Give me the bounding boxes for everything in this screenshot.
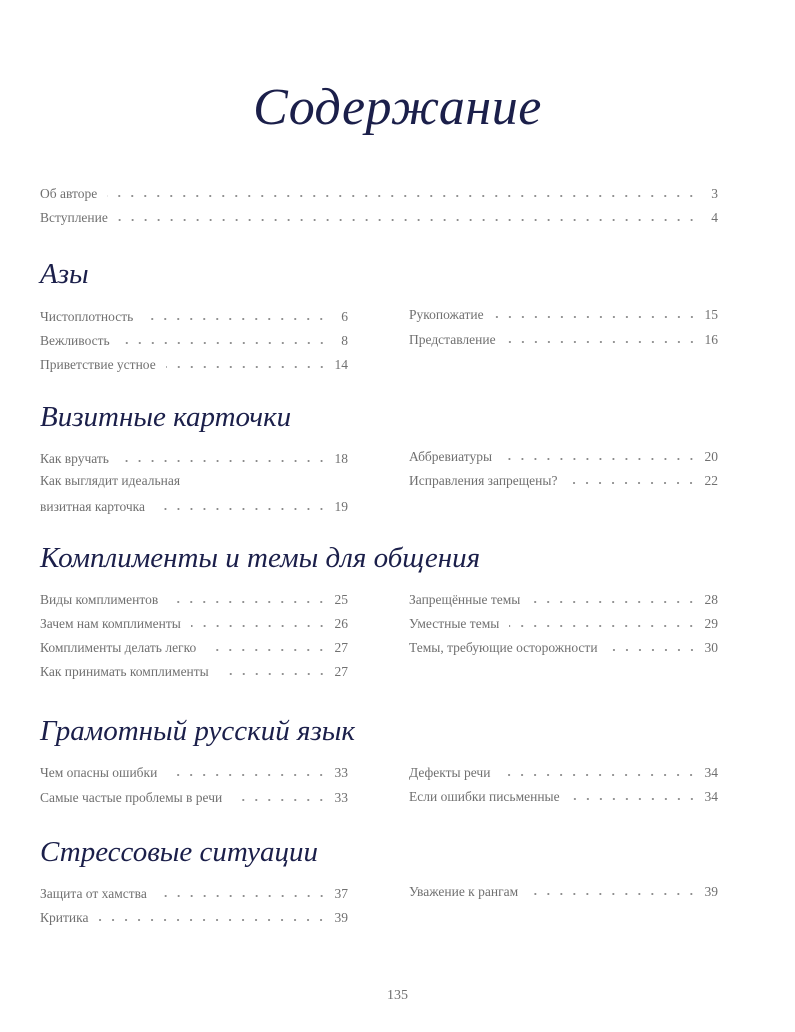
toc-entry[interactable] [40,307,348,327]
entry-label: Уважение к рангам [409,884,519,899]
entry-label: Зачем нам комплименты [40,616,181,631]
dot-leader [98,909,328,923]
entry-page: 29 [704,616,718,631]
toc-entry[interactable] [409,305,718,325]
entry-label: Аббревиатуры [409,449,493,464]
toc-entry-introduction[interactable] [40,208,718,228]
toc-entry-line2[interactable] [40,497,348,517]
entry-page: 19 [334,499,348,514]
page-title: Содержание [253,79,542,136]
entry-page: 25 [334,592,348,607]
toc-entry[interactable] [409,471,718,491]
dot-leader [494,306,698,320]
dot-leader [506,331,698,345]
toc-entry[interactable] [40,662,348,682]
entry-label-continued: визитная карточка [40,499,146,514]
entry-page: 14 [334,357,348,372]
dot-leader [107,185,698,199]
entry-label: Представление [409,332,496,347]
entry-label: Как принимать комплименты [40,664,209,679]
entry-page: 20 [704,449,718,464]
entry-label: Комплименты делать легко [40,640,197,655]
entry-page: 34 [704,765,718,780]
section-title-business-cards: Визитные карточки [40,401,292,433]
entry-label: Запрещённые темы [409,592,521,607]
entry-page: 15 [704,307,718,322]
entry-label: Самые частые проблемы в речи [40,790,223,805]
entry-page: 27 [334,640,348,655]
entry-label: Исправления запрещены? [409,473,558,488]
toc-entry[interactable] [40,638,348,658]
entry-label: Об авторе [40,186,98,201]
section-title-russian-language: Грамотный русский язык [40,715,355,747]
toc-entry[interactable] [40,884,348,904]
entry-label: Рукопожатие [409,307,484,322]
entry-page: 18 [334,451,348,466]
dot-leader [157,885,328,899]
page-number: 135 [387,988,408,1003]
entry-label: Вежливость [40,333,110,348]
dot-leader [119,450,328,464]
dot-leader [191,615,328,629]
dot-leader [232,789,328,803]
entry-page: 22 [704,473,718,488]
dot-leader [567,472,698,486]
entry-label: Защита от хамства [40,886,147,901]
entry-page: 8 [341,333,348,348]
toc-entry[interactable] [40,908,348,928]
toc-entry[interactable] [40,590,348,610]
entry-label: Виды комплиментов [40,592,159,607]
entry-page: 3 [711,186,718,201]
entry-label: Как вручать [40,451,109,466]
dot-leader [502,448,698,462]
toc-entry[interactable] [409,614,718,634]
toc-entry[interactable] [40,449,348,469]
entry-label: Чистоплотность [40,309,134,324]
entry-label: Чем опасны ошибки [40,765,158,780]
entry-page: 27 [334,664,348,679]
dot-leader [530,591,698,605]
toc-entry-line1[interactable] [40,473,348,493]
entry-label: Приветствие устное [40,357,156,372]
toc-entry[interactable] [409,330,718,350]
toc-entry[interactable] [40,788,348,808]
entry-page: 28 [704,592,718,607]
toc-entry[interactable] [409,763,718,783]
entry-label: Вступление [40,210,108,225]
dot-leader [608,639,698,653]
dot-leader [118,209,698,223]
dot-leader [206,639,328,653]
toc-entry[interactable] [409,882,718,902]
dot-leader [509,615,698,629]
dot-leader [570,788,698,802]
entry-page: 39 [334,910,348,925]
dot-leader [219,663,328,677]
dot-leader [167,764,328,778]
entry-page: 16 [704,332,718,347]
section-title-stress-situations: Стрессовые ситуации [40,836,319,868]
entry-page: 6 [341,309,348,324]
toc-entry[interactable] [40,331,348,351]
toc-entry-about-author[interactable] [40,184,718,204]
toc-entry[interactable] [409,787,718,807]
entry-page: 37 [334,886,348,901]
section-title-compliments: Комплименты и темы для общения [40,542,481,574]
toc-entry[interactable] [409,447,718,467]
entry-label: Если ошибки письменные [409,789,560,804]
entry-page: 4 [711,210,718,225]
entry-label: Дефекты речи [409,765,491,780]
section-title-basics: Азы [40,258,89,290]
entry-page: 26 [334,616,348,631]
entry-label: Критика [40,910,89,925]
toc-entry[interactable] [40,355,348,375]
dot-leader [143,308,328,322]
entry-page: 39 [704,884,718,899]
entry-page: 34 [704,789,718,804]
toc-entry[interactable] [409,590,718,610]
entry-page: 33 [334,765,348,780]
toc-entry[interactable] [409,638,718,658]
dot-leader [168,591,328,605]
dot-leader [528,883,698,897]
entry-page: 33 [334,790,348,805]
dot-leader [120,332,328,346]
toc-entry[interactable] [40,763,348,783]
dot-leader [155,498,328,512]
toc-entry[interactable] [40,614,348,634]
dot-leader [166,356,328,370]
entry-label: Как выглядит идеальная [40,473,181,488]
entry-page: 30 [704,640,718,655]
entry-label: Уместные темы [409,616,500,631]
entry-label: Темы, требующие осторожности [409,640,598,655]
dot-leader [500,764,698,778]
